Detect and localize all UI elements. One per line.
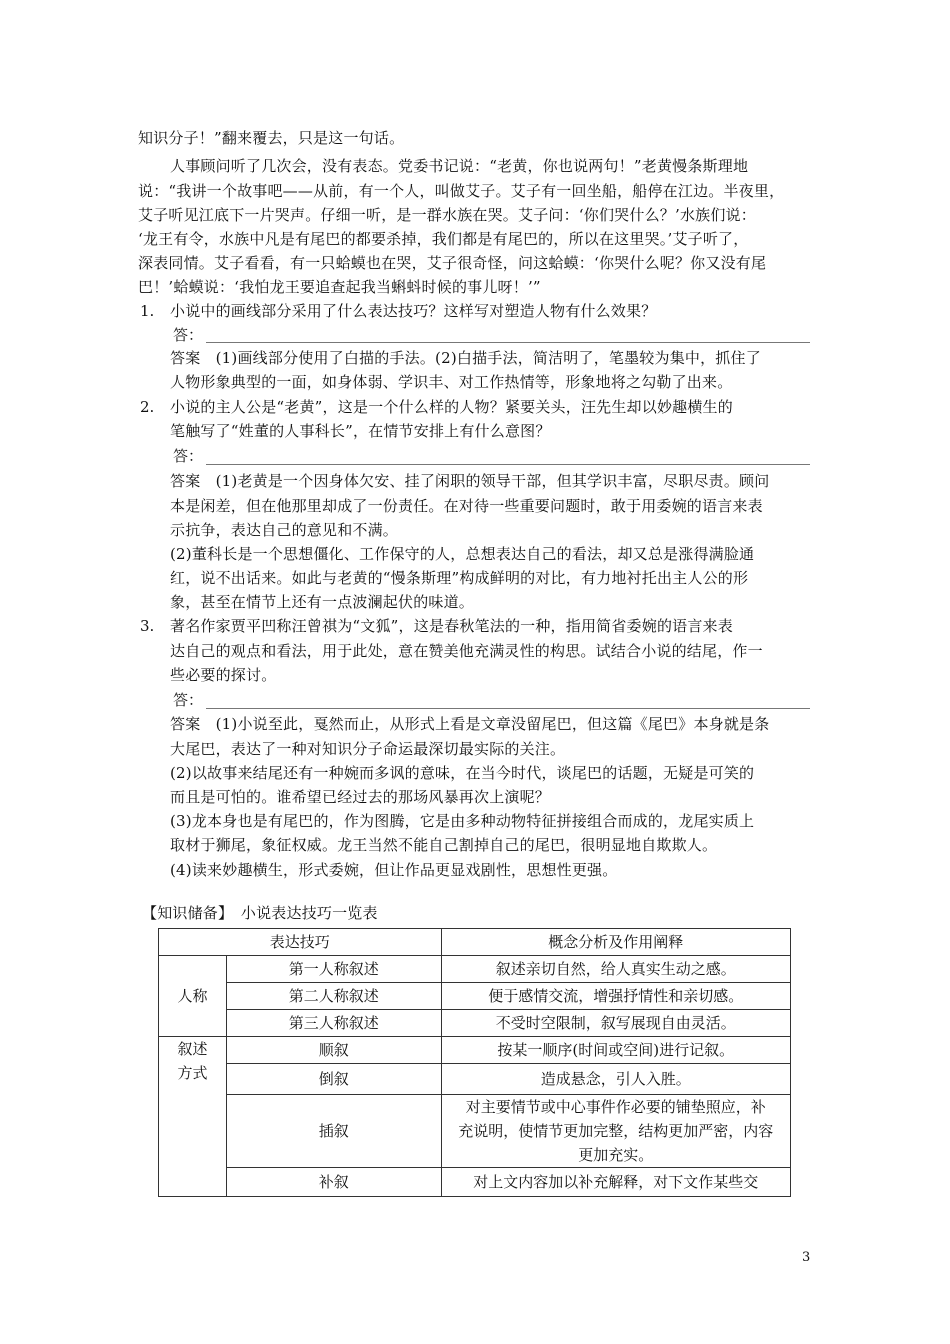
passage-line: ‘龙王有令，水族中凡是有尾巴的都要杀掉，我们都是有尾巴的，所以在这里哭。’艾子听了， bbox=[138, 230, 749, 248]
table-header-cell: 概念分析及作用阐释 bbox=[441, 929, 790, 956]
table-header-cell: 表达技巧 bbox=[159, 929, 442, 956]
explanation-cell: 对上文内容加以补充解释，对下文作某些交 bbox=[441, 1168, 790, 1197]
answer-text: 答案 (1)画线部分使用了白描的手法。(2)白描手法，简洁明了，笔墨较为集中，抓住了 bbox=[170, 349, 761, 367]
answer-text: 答案 (1)小说至此，戛然而止，从形式上看是文章没留尾巴，但这篇《尾巴》本身就是条 bbox=[170, 715, 770, 733]
answer-text: 人物形象典型的一面，如身体弱、学识丰、对工作热情等，形象地将之勾勒了出来。 bbox=[170, 373, 733, 391]
answer-text: (4)读来妙趣横生，形式委婉，但让作品更显戏剧性，思想性更强。 bbox=[170, 861, 618, 879]
question-number: 1. bbox=[140, 302, 155, 320]
question-number: 3. bbox=[140, 617, 155, 635]
category-line: 叙述 bbox=[177, 1040, 208, 1058]
answer-blank-line[interactable] bbox=[206, 708, 810, 709]
technique-cell: 第一人称叙述 bbox=[226, 956, 441, 983]
technique-cell: 第三人称叙述 bbox=[226, 1010, 441, 1037]
technique-cell: 第二人称叙述 bbox=[226, 983, 441, 1010]
answer-text: 象，甚至在情节上还有一点波澜起伏的味道。 bbox=[170, 593, 475, 611]
question-number: 2. bbox=[140, 398, 155, 416]
answer-text: 答案 (1)老黄是一个因身体欠安、挂了闲职的领导干部，但其学识丰富，尽职尽责。顾问 bbox=[170, 472, 770, 490]
answer-blank-line[interactable] bbox=[206, 342, 810, 343]
table-row bbox=[159, 956, 791, 983]
passage-line: 巴！’蛤蟆说：‘我怕龙王要追查起我当蝌蚪时候的事儿呀！’” bbox=[138, 278, 541, 296]
question-text: 小说中的画线部分采用了什么表达技巧？这样写对塑造人物有什么效果？ bbox=[170, 302, 657, 320]
answer-text: 示抗争，表达自己的意见和不满。 bbox=[170, 521, 399, 539]
explanation-line: 充说明，使情节更加完整，结构更加严密，内容 bbox=[458, 1122, 774, 1140]
techniques-table bbox=[158, 928, 791, 1197]
category-line: 方式 bbox=[177, 1064, 208, 1082]
answer-text: 本是闲差，但在他那里却成了一份责任。在对待一些重要问题时，敢于用委婉的语言来表 bbox=[170, 497, 763, 515]
answer-text: 红，说不出话来。如此与老黄的“慢条斯理”构成鲜明的对比，有力地衬托出主人公的形 bbox=[170, 569, 749, 587]
table-row bbox=[159, 1037, 791, 1064]
answer-text: 而且是可怕的。谁希望已经过去的那场风暴再次上演呢？ bbox=[170, 788, 551, 806]
answer-text: (2)董科长是一个思想僵化、工作保守的人，总想表达自己的看法，却又总是涨得满脸通 bbox=[170, 545, 755, 563]
answer-prompt: 答： bbox=[173, 326, 204, 344]
explanation-cell: 叙述亲切自然，给人真实生动之感。 bbox=[441, 956, 790, 983]
explanation-cell: 按某一顺序(时间或空间)进行记叙。 bbox=[441, 1037, 790, 1064]
answer-prompt: 答： bbox=[173, 691, 204, 709]
page-number: 3 bbox=[802, 1250, 811, 1265]
technique-cell: 插叙 bbox=[226, 1095, 441, 1168]
knowledge-heading: 【知识储备】 小说表达技巧一览表 bbox=[142, 904, 378, 922]
technique-cell: 补叙 bbox=[226, 1168, 441, 1197]
question-text: 小说的主人公是“老黄”，这是一个什么样的人物？紧要关头，汪先生却以妙趣横生的 bbox=[170, 398, 733, 416]
answer-text: (3)龙本身也是有尾巴的，作为图腾，它是由多种动物特征拼接组合而成的，龙尾实质上 bbox=[170, 812, 755, 830]
passage-line: 人事顾问听了几次会，没有表态。党委书记说：“老黄，你也说两句！”老黄慢条斯理地 bbox=[170, 157, 749, 175]
answer-text: 取材于狮尾，象征权威。龙王当然不能自己割掉自己的尾巴，很明显地自欺欺人。 bbox=[170, 836, 718, 854]
question-text: 著名作家贾平凹称汪曾祺为“文狐”，这是春秋笔法的一种，指用简省委婉的语言来表 bbox=[170, 617, 733, 635]
question-text: 笔触写了“姓董的人事科长”，在情节安排上有什么意图？ bbox=[170, 422, 551, 440]
technique-cell: 倒叙 bbox=[226, 1064, 441, 1095]
table-row bbox=[159, 1168, 791, 1197]
table-row bbox=[159, 983, 791, 1010]
explanation-cell: 不受时空限制，叙写展现自由灵活。 bbox=[441, 1010, 790, 1037]
passage-line: 知识分子！”翻来覆去，只是这一句话。 bbox=[138, 129, 405, 147]
explanation-cell: 便于感情交流，增强抒情性和亲切感。 bbox=[441, 983, 790, 1010]
category-cell: 人称 bbox=[159, 956, 227, 1037]
table-header-row bbox=[159, 929, 791, 956]
technique-cell: 顺叙 bbox=[226, 1037, 441, 1064]
category-cell bbox=[159, 1037, 227, 1197]
passage-line: 深表同情。艾子看看，有一只蛤蟆也在哭，艾子很奇怪，问这蛤蟆：‘你哭什么呢？你又没有尾 bbox=[138, 254, 767, 272]
passage-line: 艾子听见江底下一片哭声。仔细一听，是一群水族在哭。艾子问：‘你们哭什么？’水族们说： bbox=[138, 206, 756, 224]
answer-blank-line[interactable] bbox=[206, 464, 810, 465]
answer-text: 大尾巴，表达了一种对知识分子命运最深切最实际的关注。 bbox=[170, 740, 566, 758]
question-text: 些必要的探讨。 bbox=[170, 666, 277, 684]
question-text: 达自己的观点和看法，用于此处，意在赞美他充满灵性的构思。试结合小说的结尾，作一 bbox=[170, 642, 763, 660]
passage-line: 说：“我讲一个故事吧——从前，有一个人，叫做艾子。艾子有一回坐船，船停在江边。半夜里， bbox=[138, 182, 785, 200]
explanation-cell: 造成悬念，引人入胜。 bbox=[441, 1064, 790, 1095]
answer-prompt: 答： bbox=[173, 447, 204, 465]
table-row bbox=[159, 1010, 791, 1037]
table-row bbox=[159, 1095, 791, 1168]
explanation-cell bbox=[441, 1095, 790, 1168]
explanation-line: 更加充实。 bbox=[578, 1146, 654, 1164]
explanation-line: 对主要情节或中心事件作必要的铺垫照应，补 bbox=[465, 1098, 766, 1116]
answer-text: (2)以故事来结尾还有一种婉而多讽的意味，在当今时代，谈尾巴的话题，无疑是可笑的 bbox=[170, 764, 755, 782]
table-row bbox=[159, 1064, 791, 1095]
